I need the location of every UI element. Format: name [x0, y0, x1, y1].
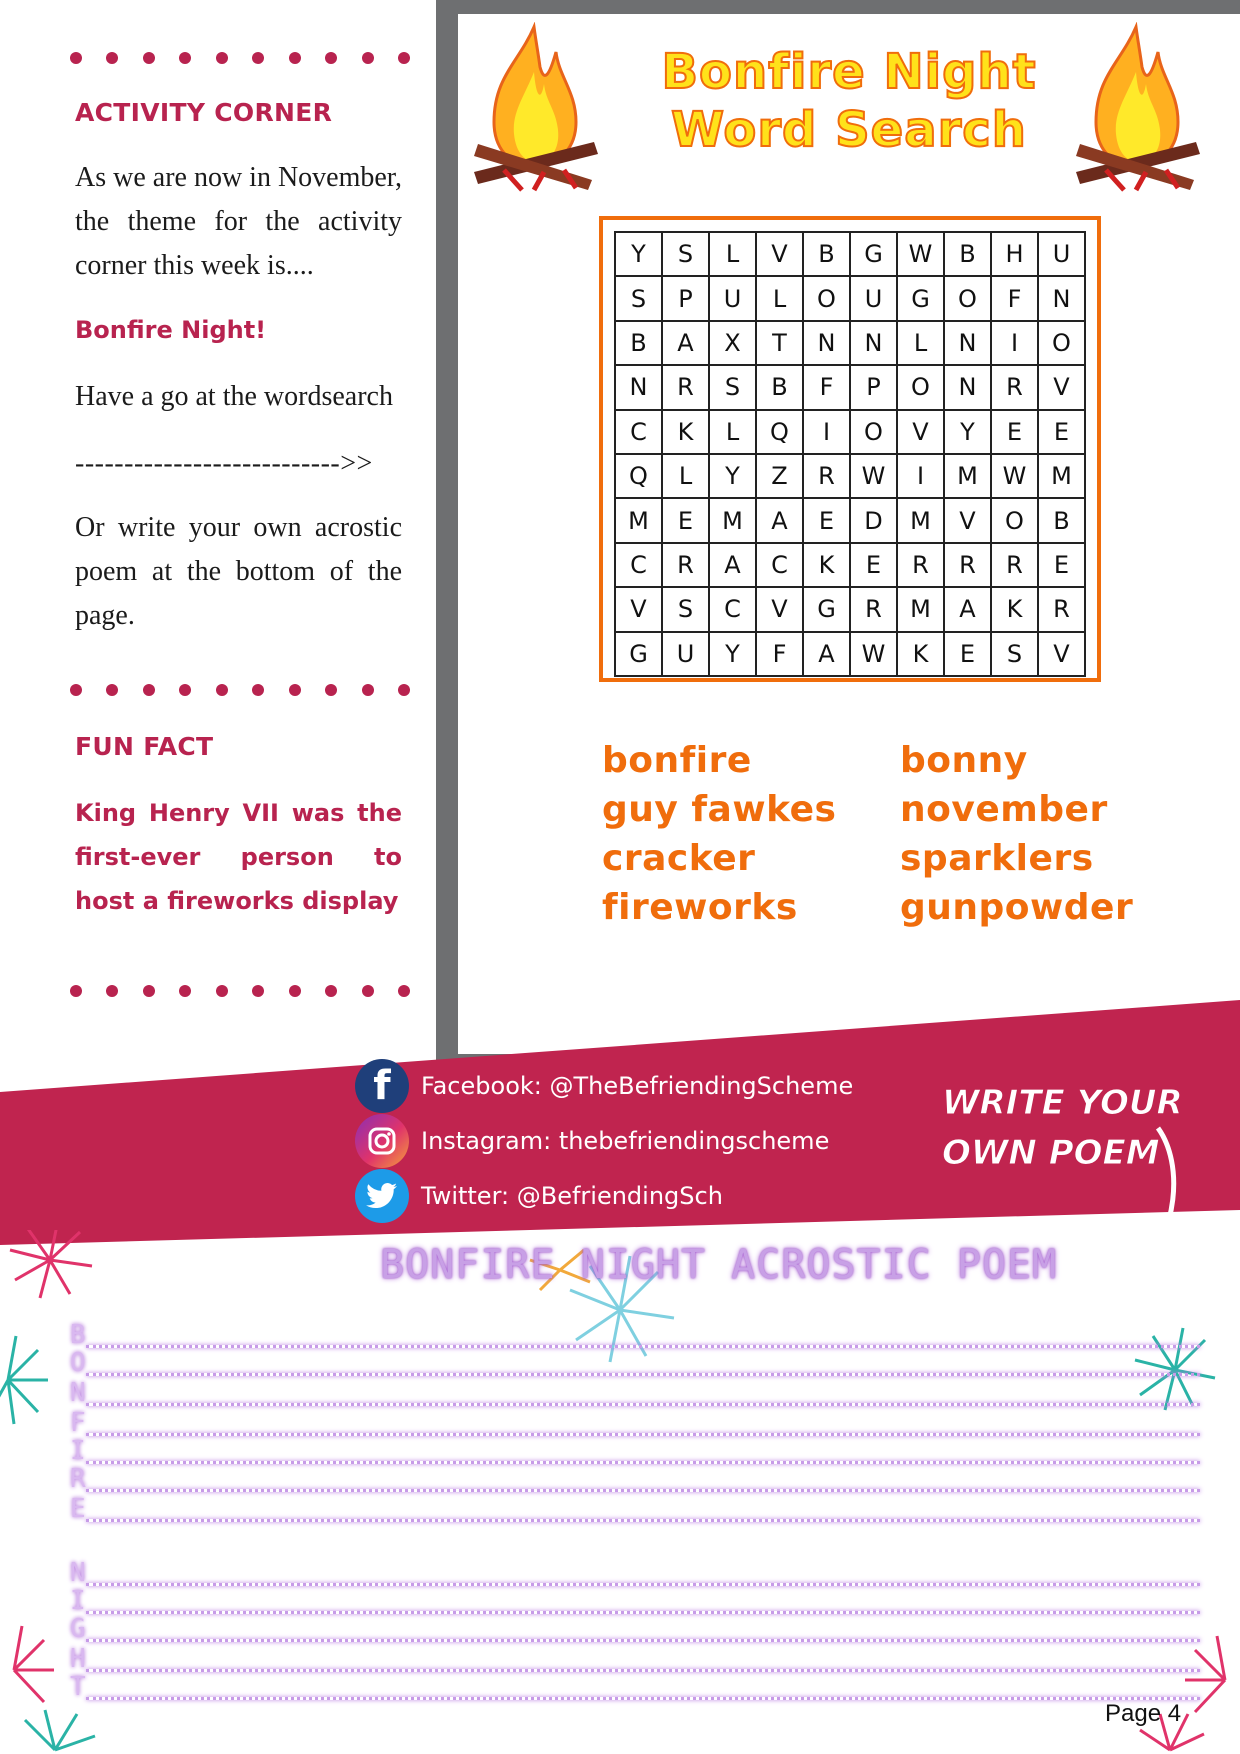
- fun-fact-title: FUN FACT: [75, 732, 214, 761]
- grid-cell: O: [944, 276, 991, 320]
- grid-cell: F: [991, 276, 1038, 320]
- grid-cell: L: [709, 410, 756, 454]
- acrostic-line[interactable]: [70, 1322, 1200, 1350]
- grid-cell: R: [944, 543, 991, 587]
- grid-cell: E: [1038, 410, 1085, 454]
- grid-cell: C: [756, 543, 803, 587]
- grid-cell: E: [803, 498, 850, 542]
- grid-cell: G: [615, 632, 662, 676]
- acrostic-line[interactable]: [70, 1646, 1200, 1674]
- instagram-handle: Instagram: thebefriendingscheme: [421, 1127, 830, 1155]
- grid-cell: N: [850, 321, 897, 365]
- grid-cell: V: [756, 232, 803, 276]
- grid-cell: C: [615, 543, 662, 587]
- grid-cell: I: [897, 454, 944, 498]
- grid-cell: B: [756, 365, 803, 409]
- acrostic-letter: R: [70, 1464, 86, 1494]
- acrostic-letter: F: [70, 1408, 86, 1438]
- facebook-link[interactable]: [355, 1060, 853, 1112]
- word-search-grid: [599, 216, 1101, 682]
- grid-cell: M: [897, 587, 944, 631]
- grid-cell: S: [709, 365, 756, 409]
- grid-cell: L: [897, 321, 944, 365]
- grid-cell: R: [991, 365, 1038, 409]
- bonfire-icon: [1066, 22, 1206, 192]
- writing-line: [86, 1403, 1200, 1406]
- grid-cell: S: [615, 276, 662, 320]
- acrostic-letter: O: [70, 1348, 86, 1378]
- grid-cell: C: [615, 410, 662, 454]
- twitter-link[interactable]: [355, 1170, 723, 1222]
- grid-cell: D: [850, 498, 897, 542]
- grid-cell: V: [944, 498, 991, 542]
- search-word: cracker: [602, 838, 756, 879]
- page-number: Page 4: [1105, 1700, 1182, 1727]
- grid-cell: Z: [756, 454, 803, 498]
- instagram-icon: [355, 1114, 409, 1168]
- grid-cell: G: [897, 276, 944, 320]
- acrostic-line[interactable]: [70, 1438, 1200, 1466]
- grid-cell: B: [1038, 498, 1085, 542]
- grid-cell: R: [991, 543, 1038, 587]
- grid-cell: R: [662, 543, 709, 587]
- search-word: bonny: [900, 740, 1028, 781]
- grid-cell: L: [709, 232, 756, 276]
- grid-cell: Y: [944, 410, 991, 454]
- grid-cell: V: [1038, 365, 1085, 409]
- writing-line: [86, 1433, 1200, 1436]
- grid-cell: L: [756, 276, 803, 320]
- writing-line: [86, 1639, 1200, 1642]
- grid-cell: F: [803, 365, 850, 409]
- writing-line: [86, 1611, 1200, 1614]
- acrostic-letter: B: [70, 1320, 86, 1350]
- twitter-handle: Twitter: @BefriendingSch: [421, 1182, 723, 1210]
- grid-cell: R: [803, 454, 850, 498]
- grid-cell: A: [756, 498, 803, 542]
- word-list-left: [602, 736, 836, 932]
- grid-cell: U: [662, 632, 709, 676]
- activity-sidebar: [0, 0, 436, 1080]
- grid-cell: S: [991, 632, 1038, 676]
- grid-cell: O: [897, 365, 944, 409]
- fun-fact-text: King Henry VII was the first-ever person to host a fireworks display: [75, 799, 402, 915]
- grid-cell: W: [850, 632, 897, 676]
- acrostic-line[interactable]: [70, 1616, 1200, 1644]
- grid-cell: Q: [615, 454, 662, 498]
- acrostic-letter: N: [70, 1378, 86, 1408]
- acrostic-letter: I: [70, 1586, 86, 1616]
- acrostic-letter: N: [70, 1558, 86, 1588]
- grid-cell: O: [991, 498, 1038, 542]
- writing-line: [86, 1461, 1200, 1464]
- grid-cell: S: [662, 587, 709, 631]
- grid-cell: V: [1038, 632, 1085, 676]
- grid-cell: A: [709, 543, 756, 587]
- acrostic-line[interactable]: [70, 1466, 1200, 1494]
- grid-cell: C: [709, 587, 756, 631]
- activity-intro-text: As we are now in November, the theme for the activity corner this week is....: [75, 162, 403, 281]
- writing-line: [86, 1583, 1200, 1586]
- grid-cell: Y: [709, 632, 756, 676]
- acrostic-line[interactable]: [70, 1350, 1200, 1378]
- grid-cell: M: [709, 498, 756, 542]
- grid-cell: Y: [709, 454, 756, 498]
- grid-cell: B: [803, 232, 850, 276]
- grid-cell: V: [615, 587, 662, 631]
- grid-cell: O: [850, 410, 897, 454]
- grid-cell: U: [709, 276, 756, 320]
- grid-cell: H: [991, 232, 1038, 276]
- grid-cell: R: [897, 543, 944, 587]
- grid-cell: V: [897, 410, 944, 454]
- grid-cell: E: [662, 498, 709, 542]
- grid-cell: E: [850, 543, 897, 587]
- writing-line: [86, 1373, 1200, 1376]
- write-poem-line2: OWN POEM: [942, 1133, 1160, 1173]
- writing-line: [86, 1669, 1200, 1672]
- writing-line: [86, 1345, 1200, 1348]
- instagram-link[interactable]: [355, 1115, 829, 1167]
- acrostic-letter: H: [70, 1644, 86, 1674]
- grid-cell: N: [615, 365, 662, 409]
- grid-cell: N: [944, 321, 991, 365]
- search-word: november: [900, 789, 1108, 830]
- grid-cell: P: [662, 276, 709, 320]
- grid-cell: G: [803, 587, 850, 631]
- activity-subtitle: Bonfire Night!: [75, 316, 267, 344]
- dot-divider: [70, 683, 410, 697]
- grid-cell: M: [944, 454, 991, 498]
- grid-cell: B: [944, 232, 991, 276]
- acrostic-letter: E: [70, 1494, 86, 1524]
- grid-cell: Q: [756, 410, 803, 454]
- letter-grid: [614, 231, 1086, 677]
- grid-cell: W: [991, 454, 1038, 498]
- grid-cell: I: [803, 410, 850, 454]
- activity-prompt: Have a go at the wordsearch: [75, 381, 393, 412]
- acrostic-line[interactable]: [70, 1496, 1200, 1524]
- grid-cell: O: [1038, 321, 1085, 365]
- acrostic-line[interactable]: [70, 1588, 1200, 1616]
- grid-cell: N: [1038, 276, 1085, 320]
- acrostic-letter: T: [70, 1672, 86, 1702]
- grid-cell: Y: [615, 232, 662, 276]
- grid-cell: U: [1038, 232, 1085, 276]
- word-list-right: [900, 736, 1133, 932]
- grid-cell: N: [803, 321, 850, 365]
- grid-cell: X: [709, 321, 756, 365]
- grid-cell: V: [756, 587, 803, 631]
- grid-cell: P: [850, 365, 897, 409]
- writing-line: [86, 1489, 1200, 1492]
- word-search-title-line1: Bonfire Night: [661, 44, 1037, 100]
- activity-corner-title: ACTIVITY CORNER: [75, 98, 333, 127]
- acrostic-line[interactable]: [70, 1560, 1200, 1588]
- grid-cell: N: [944, 365, 991, 409]
- grid-cell: E: [944, 632, 991, 676]
- grid-cell: A: [662, 321, 709, 365]
- grid-cell: I: [991, 321, 1038, 365]
- grid-cell: B: [615, 321, 662, 365]
- grid-cell: E: [1038, 543, 1085, 587]
- grid-cell: W: [850, 454, 897, 498]
- grid-cell: F: [756, 632, 803, 676]
- grid-cell: E: [991, 410, 1038, 454]
- word-search-title-line2: Word Search: [671, 102, 1027, 158]
- writing-line: [86, 1697, 1200, 1700]
- grid-cell: K: [991, 587, 1038, 631]
- grid-cell: M: [615, 498, 662, 542]
- search-word: fireworks: [602, 887, 798, 928]
- activity-alternative-text: Or write your own acrostic poem at the bottom of the page.: [75, 512, 402, 631]
- acrostic-letter: G: [70, 1614, 86, 1644]
- writing-line: [86, 1519, 1200, 1522]
- grid-cell: W: [897, 232, 944, 276]
- grid-cell: U: [850, 276, 897, 320]
- grid-cell: T: [756, 321, 803, 365]
- grid-cell: R: [850, 587, 897, 631]
- grid-cell: A: [803, 632, 850, 676]
- grid-cell: R: [1038, 587, 1085, 631]
- acrostic-line[interactable]: [70, 1410, 1200, 1438]
- write-poem-line1: WRITE YOUR: [942, 1083, 1183, 1123]
- grid-cell: K: [662, 410, 709, 454]
- bonfire-icon: [464, 22, 604, 192]
- dot-divider: [70, 51, 410, 65]
- grid-cell: R: [662, 365, 709, 409]
- grid-cell: K: [897, 632, 944, 676]
- search-word: guy fawkes: [602, 789, 837, 830]
- grid-cell: G: [850, 232, 897, 276]
- search-word: gunpowder: [900, 887, 1134, 928]
- grid-cell: S: [662, 232, 709, 276]
- search-word: sparklers: [900, 838, 1094, 879]
- search-word: bonfire: [602, 740, 752, 781]
- dot-divider: [70, 984, 410, 998]
- acrostic-poem-title: BONFIRE NIGHT ACROSTIC POEM: [380, 1242, 1058, 1288]
- acrostic-line[interactable]: [70, 1674, 1200, 1702]
- grid-cell: M: [1038, 454, 1085, 498]
- facebook-icon: f: [355, 1059, 409, 1113]
- acrostic-line[interactable]: [70, 1380, 1200, 1408]
- facebook-handle: Facebook: @TheBefriendingScheme: [421, 1072, 854, 1100]
- acrostic-letter: I: [70, 1436, 86, 1466]
- arrow-text: --------------------------->>: [75, 448, 373, 479]
- grid-cell: M: [897, 498, 944, 542]
- grid-cell: L: [662, 454, 709, 498]
- grid-cell: A: [944, 587, 991, 631]
- grid-cell: O: [803, 276, 850, 320]
- twitter-icon: [355, 1169, 409, 1223]
- grid-cell: K: [803, 543, 850, 587]
